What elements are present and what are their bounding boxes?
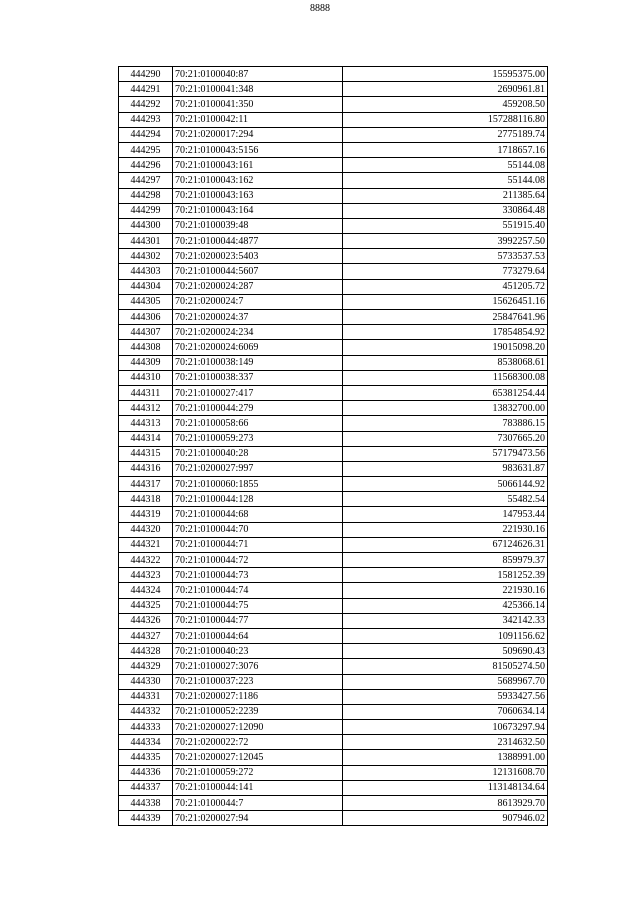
cadastral-number-cell: 70:21:0100041:348 (173, 82, 343, 97)
value-cell: 113148134.64 (343, 780, 548, 795)
record-number-cell: 444292 (119, 97, 173, 112)
table-row (119, 750, 548, 765)
value-cell: 7060634.14 (343, 704, 548, 719)
record-number-cell: 444327 (119, 628, 173, 643)
table-row (119, 613, 548, 628)
value-cell: 425366.14 (343, 598, 548, 613)
record-number-cell: 444338 (119, 796, 173, 811)
value-cell: 5933427.56 (343, 689, 548, 704)
cadastral-number-cell: 70:21:0100059:273 (173, 431, 343, 446)
value-cell: 551915.40 (343, 218, 548, 233)
value-cell: 509690.43 (343, 644, 548, 659)
record-number-cell: 444316 (119, 461, 173, 476)
record-number-cell: 444294 (119, 127, 173, 142)
value-cell: 1581252.39 (343, 568, 548, 583)
table-row (119, 264, 548, 279)
value-cell: 330864.48 (343, 203, 548, 218)
cadastral-number-cell: 70:21:0100042:11 (173, 112, 343, 127)
value-cell: 983631.87 (343, 461, 548, 476)
value-cell: 55482.54 (343, 492, 548, 507)
record-number-cell: 444325 (119, 598, 173, 613)
value-cell: 2775189.74 (343, 127, 548, 142)
cadastral-number-cell: 70:21:0100059:272 (173, 765, 343, 780)
value-cell: 783886.15 (343, 416, 548, 431)
record-number-cell: 444328 (119, 644, 173, 659)
cadastral-number-cell: 70:21:0100060:1855 (173, 477, 343, 492)
table-row (119, 249, 548, 264)
record-number-cell: 444293 (119, 112, 173, 127)
value-cell: 1718657.16 (343, 142, 548, 157)
value-cell: 12131608.70 (343, 765, 548, 780)
value-cell: 773279.64 (343, 264, 548, 279)
value-cell: 5689967.70 (343, 674, 548, 689)
cadastral-number-cell: 70:21:0100058:66 (173, 416, 343, 431)
value-cell: 5733537.53 (343, 249, 548, 264)
cadastral-number-cell: 70:21:0100040:28 (173, 446, 343, 461)
record-number-cell: 444290 (119, 67, 173, 82)
record-number-cell: 444332 (119, 704, 173, 719)
cadastral-number-cell: 70:21:0200027:997 (173, 461, 343, 476)
record-number-cell: 444324 (119, 583, 173, 598)
cadastral-number-cell: 70:21:0100040:23 (173, 644, 343, 659)
record-number-cell: 444329 (119, 659, 173, 674)
value-cell: 25847641.96 (343, 310, 548, 325)
cadastral-number-cell: 70:21:0100044:74 (173, 583, 343, 598)
cadastral-number-cell: 70:21:0100044:279 (173, 401, 343, 416)
record-number-cell: 444312 (119, 401, 173, 416)
cadastral-number-cell: 70:21:0100044:72 (173, 553, 343, 568)
record-number-cell: 444314 (119, 431, 173, 446)
cadastral-number-cell: 70:21:0100044:128 (173, 492, 343, 507)
cadastral-number-cell: 70:21:0100044:141 (173, 780, 343, 795)
record-number-cell: 444313 (119, 416, 173, 431)
table-row (119, 234, 548, 249)
table-row (119, 67, 548, 82)
record-number-cell: 444297 (119, 173, 173, 188)
cadastral-number-cell: 70:21:0200023:5403 (173, 249, 343, 264)
table-row (119, 279, 548, 294)
table-row (119, 385, 548, 400)
table-row (119, 340, 548, 355)
record-number-cell: 444305 (119, 294, 173, 309)
record-number-cell: 444336 (119, 765, 173, 780)
value-cell: 81505274.50 (343, 659, 548, 674)
record-number-cell: 444333 (119, 720, 173, 735)
table-row (119, 492, 548, 507)
record-number-cell: 444308 (119, 340, 173, 355)
record-number-cell: 444299 (119, 203, 173, 218)
record-number-cell: 444295 (119, 142, 173, 157)
table-row (119, 401, 548, 416)
record-number-cell: 444304 (119, 279, 173, 294)
value-cell: 1091156.62 (343, 628, 548, 643)
value-cell: 8613929.70 (343, 796, 548, 811)
record-number-cell: 444309 (119, 355, 173, 370)
value-cell: 451205.72 (343, 279, 548, 294)
value-cell: 2690961.81 (343, 82, 548, 97)
cadastral-number-cell: 70:21:0100040:87 (173, 67, 343, 82)
record-number-cell: 444310 (119, 370, 173, 385)
value-cell: 17854854.92 (343, 325, 548, 340)
value-cell: 8538068.61 (343, 355, 548, 370)
cadastral-number-cell: 70:21:0200017:294 (173, 127, 343, 142)
cadastral-number-cell: 70:21:0100044:68 (173, 507, 343, 522)
cadastral-number-cell: 70:21:0100044:64 (173, 628, 343, 643)
record-number-cell: 444302 (119, 249, 173, 264)
record-number-cell: 444320 (119, 522, 173, 537)
cadastral-number-cell: 70:21:0100043:5156 (173, 142, 343, 157)
value-cell: 10673297.94 (343, 720, 548, 735)
registry-table (118, 66, 548, 826)
table-row (119, 142, 548, 157)
table-row (119, 294, 548, 309)
value-cell: 221930.16 (343, 583, 548, 598)
value-cell: 57179473.56 (343, 446, 548, 461)
record-number-cell: 444291 (119, 82, 173, 97)
record-number-cell: 444330 (119, 674, 173, 689)
table-row (119, 720, 548, 735)
table-row (119, 704, 548, 719)
value-cell: 65381254.44 (343, 385, 548, 400)
cadastral-number-cell: 70:21:0200024:6069 (173, 340, 343, 355)
registry-table-body (119, 67, 548, 826)
table-row (119, 431, 548, 446)
record-number-cell: 444318 (119, 492, 173, 507)
table-row (119, 82, 548, 97)
value-cell: 859979.37 (343, 553, 548, 568)
value-cell: 55144.08 (343, 158, 548, 173)
value-cell: 7307665.20 (343, 431, 548, 446)
table-row (119, 310, 548, 325)
table-row (119, 416, 548, 431)
record-number-cell: 444319 (119, 507, 173, 522)
record-number-cell: 444321 (119, 537, 173, 552)
value-cell: 221930.16 (343, 522, 548, 537)
value-cell: 211385.64 (343, 188, 548, 203)
cadastral-number-cell: 70:21:0200024:37 (173, 310, 343, 325)
cadastral-number-cell: 70:21:0100041:350 (173, 97, 343, 112)
table-row (119, 461, 548, 476)
table-row (119, 644, 548, 659)
cadastral-number-cell: 70:21:0200024:234 (173, 325, 343, 340)
value-cell: 907946.02 (343, 811, 548, 826)
table-row (119, 158, 548, 173)
table-row (119, 583, 548, 598)
record-number-cell: 444335 (119, 750, 173, 765)
cadastral-number-cell: 70:21:0100037:223 (173, 674, 343, 689)
table-row (119, 628, 548, 643)
table-row (119, 355, 548, 370)
table-row (119, 173, 548, 188)
value-cell: 3992257.50 (343, 234, 548, 249)
cadastral-number-cell: 70:21:0100044:71 (173, 537, 343, 552)
table-row (119, 522, 548, 537)
record-number-cell: 444337 (119, 780, 173, 795)
cadastral-number-cell: 70:21:0200027:1186 (173, 689, 343, 704)
cadastral-number-cell: 70:21:0100044:4877 (173, 234, 343, 249)
value-cell: 157288116.80 (343, 112, 548, 127)
value-cell: 2314632.50 (343, 735, 548, 750)
cadastral-number-cell: 70:21:0200022:72 (173, 735, 343, 750)
record-number-cell: 444306 (119, 310, 173, 325)
record-number-cell: 444334 (119, 735, 173, 750)
record-number-cell: 444331 (119, 689, 173, 704)
cadastral-number-cell: 70:21:0200027:12045 (173, 750, 343, 765)
cadastral-number-cell: 70:21:0100043:161 (173, 158, 343, 173)
table-row (119, 370, 548, 385)
value-cell: 147953.44 (343, 507, 548, 522)
cadastral-number-cell: 70:21:0100043:163 (173, 188, 343, 203)
cadastral-number-cell: 70:21:0100027:3076 (173, 659, 343, 674)
table-row (119, 780, 548, 795)
record-number-cell: 444303 (119, 264, 173, 279)
cadastral-number-cell: 70:21:0100039:48 (173, 218, 343, 233)
cadastral-number-cell: 70:21:0200027:94 (173, 811, 343, 826)
value-cell: 342142.33 (343, 613, 548, 628)
table-row (119, 188, 548, 203)
record-number-cell: 444323 (119, 568, 173, 583)
cadastral-number-cell: 70:21:0200027:12090 (173, 720, 343, 735)
record-number-cell: 444326 (119, 613, 173, 628)
record-number-cell: 444298 (119, 188, 173, 203)
cadastral-number-cell: 70:21:0100044:73 (173, 568, 343, 583)
table-row (119, 127, 548, 142)
table-row (119, 765, 548, 780)
table-row (119, 218, 548, 233)
cadastral-number-cell: 70:21:0100044:77 (173, 613, 343, 628)
value-cell: 5066144.92 (343, 477, 548, 492)
table-row (119, 507, 548, 522)
value-cell: 15626451.16 (343, 294, 548, 309)
table-row (119, 446, 548, 461)
value-cell: 67124626.31 (343, 537, 548, 552)
table-row (119, 97, 548, 112)
cadastral-number-cell: 70:21:0100044:75 (173, 598, 343, 613)
table-row (119, 674, 548, 689)
cadastral-number-cell: 70:21:0100043:162 (173, 173, 343, 188)
value-cell: 15595375.00 (343, 67, 548, 82)
table-row (119, 568, 548, 583)
cadastral-number-cell: 70:21:0100044:70 (173, 522, 343, 537)
table-row (119, 659, 548, 674)
record-number-cell: 444301 (119, 234, 173, 249)
table-row (119, 553, 548, 568)
record-number-cell: 444307 (119, 325, 173, 340)
cadastral-number-cell: 70:21:0100052:2239 (173, 704, 343, 719)
record-number-cell: 444300 (119, 218, 173, 233)
record-number-cell: 444296 (119, 158, 173, 173)
record-number-cell: 444339 (119, 811, 173, 826)
table-row (119, 689, 548, 704)
table-row (119, 112, 548, 127)
value-cell: 13832700.00 (343, 401, 548, 416)
cadastral-number-cell: 70:21:0100044:5607 (173, 264, 343, 279)
table-row (119, 325, 548, 340)
record-number-cell: 444315 (119, 446, 173, 461)
value-cell: 55144.08 (343, 173, 548, 188)
table-row (119, 796, 548, 811)
cadastral-number-cell: 70:21:0200024:7 (173, 294, 343, 309)
value-cell: 1388991.00 (343, 750, 548, 765)
page-number: 8888 (310, 3, 330, 14)
record-number-cell: 444322 (119, 553, 173, 568)
record-number-cell: 444311 (119, 385, 173, 400)
cadastral-number-cell: 70:21:0100044:7 (173, 796, 343, 811)
value-cell: 11568300.08 (343, 370, 548, 385)
table-row (119, 735, 548, 750)
value-cell: 19015098.20 (343, 340, 548, 355)
table-row (119, 598, 548, 613)
cadastral-number-cell: 70:21:0200024:287 (173, 279, 343, 294)
table-row (119, 477, 548, 492)
record-number-cell: 444317 (119, 477, 173, 492)
value-cell: 459208.50 (343, 97, 548, 112)
table-row (119, 811, 548, 826)
cadastral-number-cell: 70:21:0100038:149 (173, 355, 343, 370)
table-row (119, 203, 548, 218)
table-row (119, 537, 548, 552)
cadastral-number-cell: 70:21:0100038:337 (173, 370, 343, 385)
cadastral-number-cell: 70:21:0100043:164 (173, 203, 343, 218)
cadastral-number-cell: 70:21:0100027:417 (173, 385, 343, 400)
